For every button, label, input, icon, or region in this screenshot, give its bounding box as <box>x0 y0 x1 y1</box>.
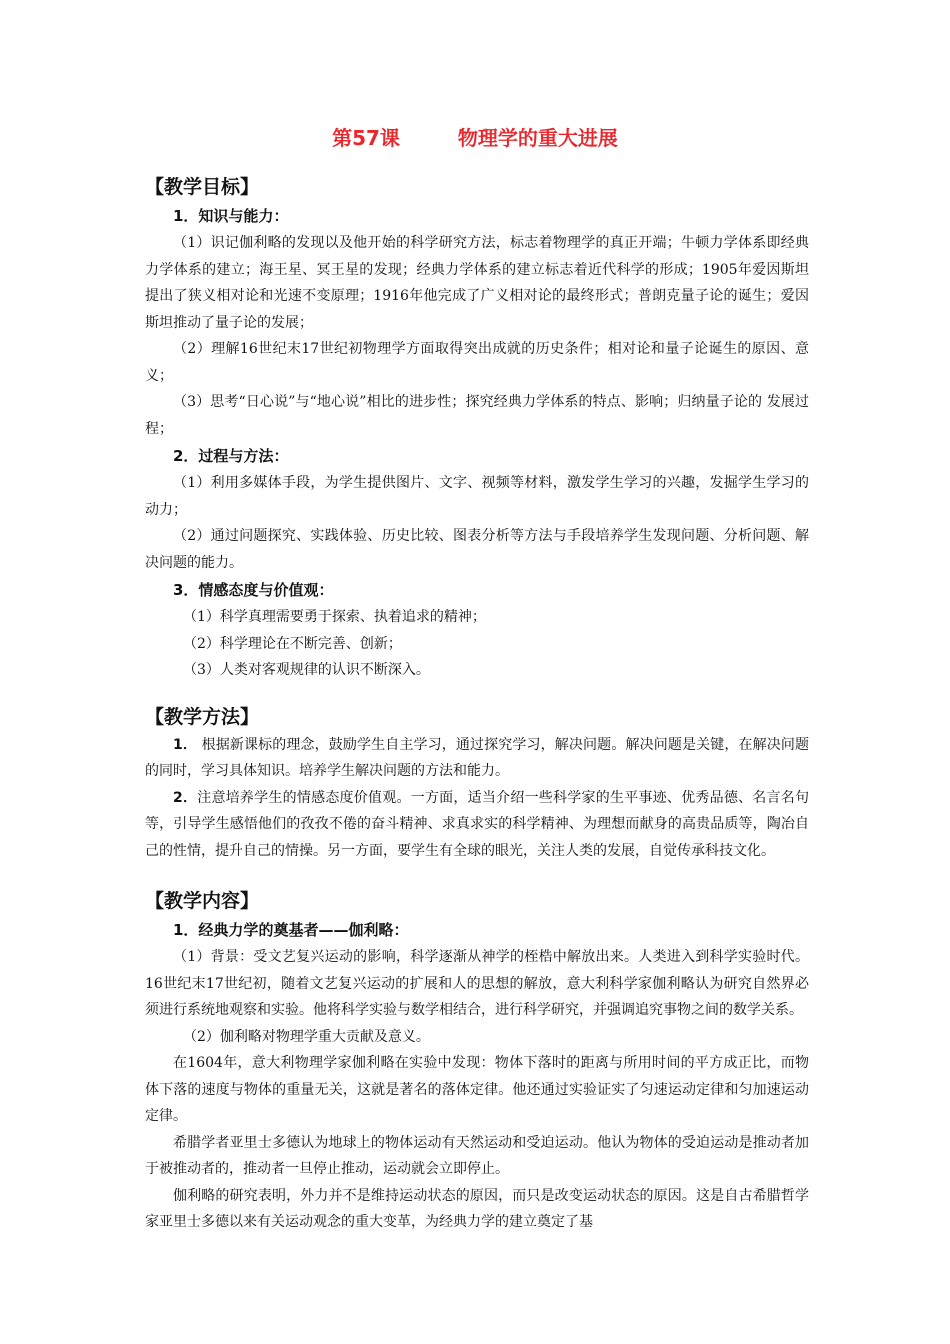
aristotle-motion: 希腊学者亚里士多德认为地球上的物体运动有天然运动和受迫运动。他认为物体的受迫运动是推动者加于被推动者的，推动者一旦停止推动，运动就会立即停止。 <box>145 1134 809 1177</box>
methods-item-2 <box>145 785 809 865</box>
methods-item-2-number: 2． <box>173 789 198 806</box>
emotion-item-2: （2）科学理论在不断完善、创新； <box>183 635 402 652</box>
methods-heading: 【教学方法】 <box>145 705 260 728</box>
document-body <box>145 172 809 1236</box>
methods-item-1-text: 根据新课标的理念，鼓励学生自主学习，通过探究学习，解决问题。解决问题是关键，在解决问题的同时，学习具体知识。培养学生解决问题的方法和能力。 <box>145 736 809 779</box>
content-heading: 【教学内容】 <box>145 890 260 912</box>
emotion-heading: 3．情感态度与价值观： <box>173 581 334 599</box>
galileo-falling-body-law: 在1604年，意大利物理学家伽利略在实验中发现：物体下落时的距离与所用时间的平方成正比，而物体下落的速度与物体的重量无关，这就是著名的落体定律。他还通过实验证实了匀速运动定律和匀加速运动定律。 <box>145 1055 809 1124</box>
knowledge-item-2: （2）理解16世纪末17世纪初物理学方面取得突出成就的历史条件；相对论和量子论诞生的原因、意义； <box>145 341 809 384</box>
knowledge-heading: 1．知识与能力： <box>173 207 289 225</box>
lesson-number: 第57课 <box>332 126 400 150</box>
galileo-heading: 1．经典力学的奠基者——伽利略： <box>173 921 409 939</box>
galileo-contribution-heading: （2）伽利略对物理学重大贡献及意义。 <box>183 1028 430 1045</box>
knowledge-item-1: （1）识记伽利略的发现以及他开始的科学研究方法，标志着物理学的真正开端；牛顿力学体系即经典力学体系的建立；海王星、冥王星的发现；经典力学体系的建立标志着近代科学的形成；1905年爱因斯坦提出了狭义相对论和光速不变原理；1916年他完成了广义相对论的最终形式；普朗克量子论的诞生；爱因斯坦推动了量子论的发展； <box>145 235 809 331</box>
process-item-2: （2）通过问题探究、实践体验、历史比较、图表分析等方法与手段培养学生发现问题、分析问题、解决问题的能力。 <box>145 528 809 571</box>
emotion-item-1: （1）科学真理需要勇于探索、执着追求的精神； <box>183 609 486 625</box>
methods-item-2-text: 注意培养学生的情感态度价值观。一方面，适当介绍一些科学家的生平事迹、优秀品德、名言名句等，引导学生感悟他们的孜孜不倦的奋斗精神、求真求实的科学精神、为理想而献身的高贵品质等，陶冶自己的性情，提升自己的情操。另一方面，要学生有全球的眼光，关注人类的发展，自觉传承科技文化。 <box>145 789 810 859</box>
process-item-1: （1）利用多媒体手段，为学生提供图片、文字、视频等材料，激发学生学习的兴趣，发掘学生学习的动力； <box>145 475 809 518</box>
galileo-significance: 伽利略的研究表明，外力并不是维持运动状态的原因，而只是改变运动状态的原因。这是自古希腊哲学家亚里士多德以来有关运动观念的重大变革，为经典力学的建立奠定了基 <box>145 1187 809 1230</box>
process-heading: 2．过程与方法： <box>173 447 289 465</box>
methods-item-1 <box>145 732 809 785</box>
emotion-item-3: （3）人类对客观规律的认识不断深入。 <box>183 662 430 678</box>
methods-item-1-number: 1． <box>173 736 197 753</box>
objectives-heading: 【教学目标】 <box>145 176 260 198</box>
page-title <box>0 122 950 151</box>
galileo-background: （1）背景：受文艺复兴运动的影响，科学逐渐从神学的桎梏中解放出来。人类进入到科学实验时代。16世纪末17世纪初，随着文艺复兴运动的扩展和人的思想的解放，意大利科学家伽利略认为研究自然界必须进行系统地观察和实验。他将科学实验与数学相结合，进行科学研究，并强调追究事物之间的数学关系。 <box>145 949 809 1018</box>
lesson-topic: 物理学的重大进展 <box>457 126 618 150</box>
knowledge-item-3: （3）思考“日心说”与“地心说”相比的进步性；探究经典力学体系的特点、影响；归纳量子论的 发展过程； <box>145 394 809 437</box>
